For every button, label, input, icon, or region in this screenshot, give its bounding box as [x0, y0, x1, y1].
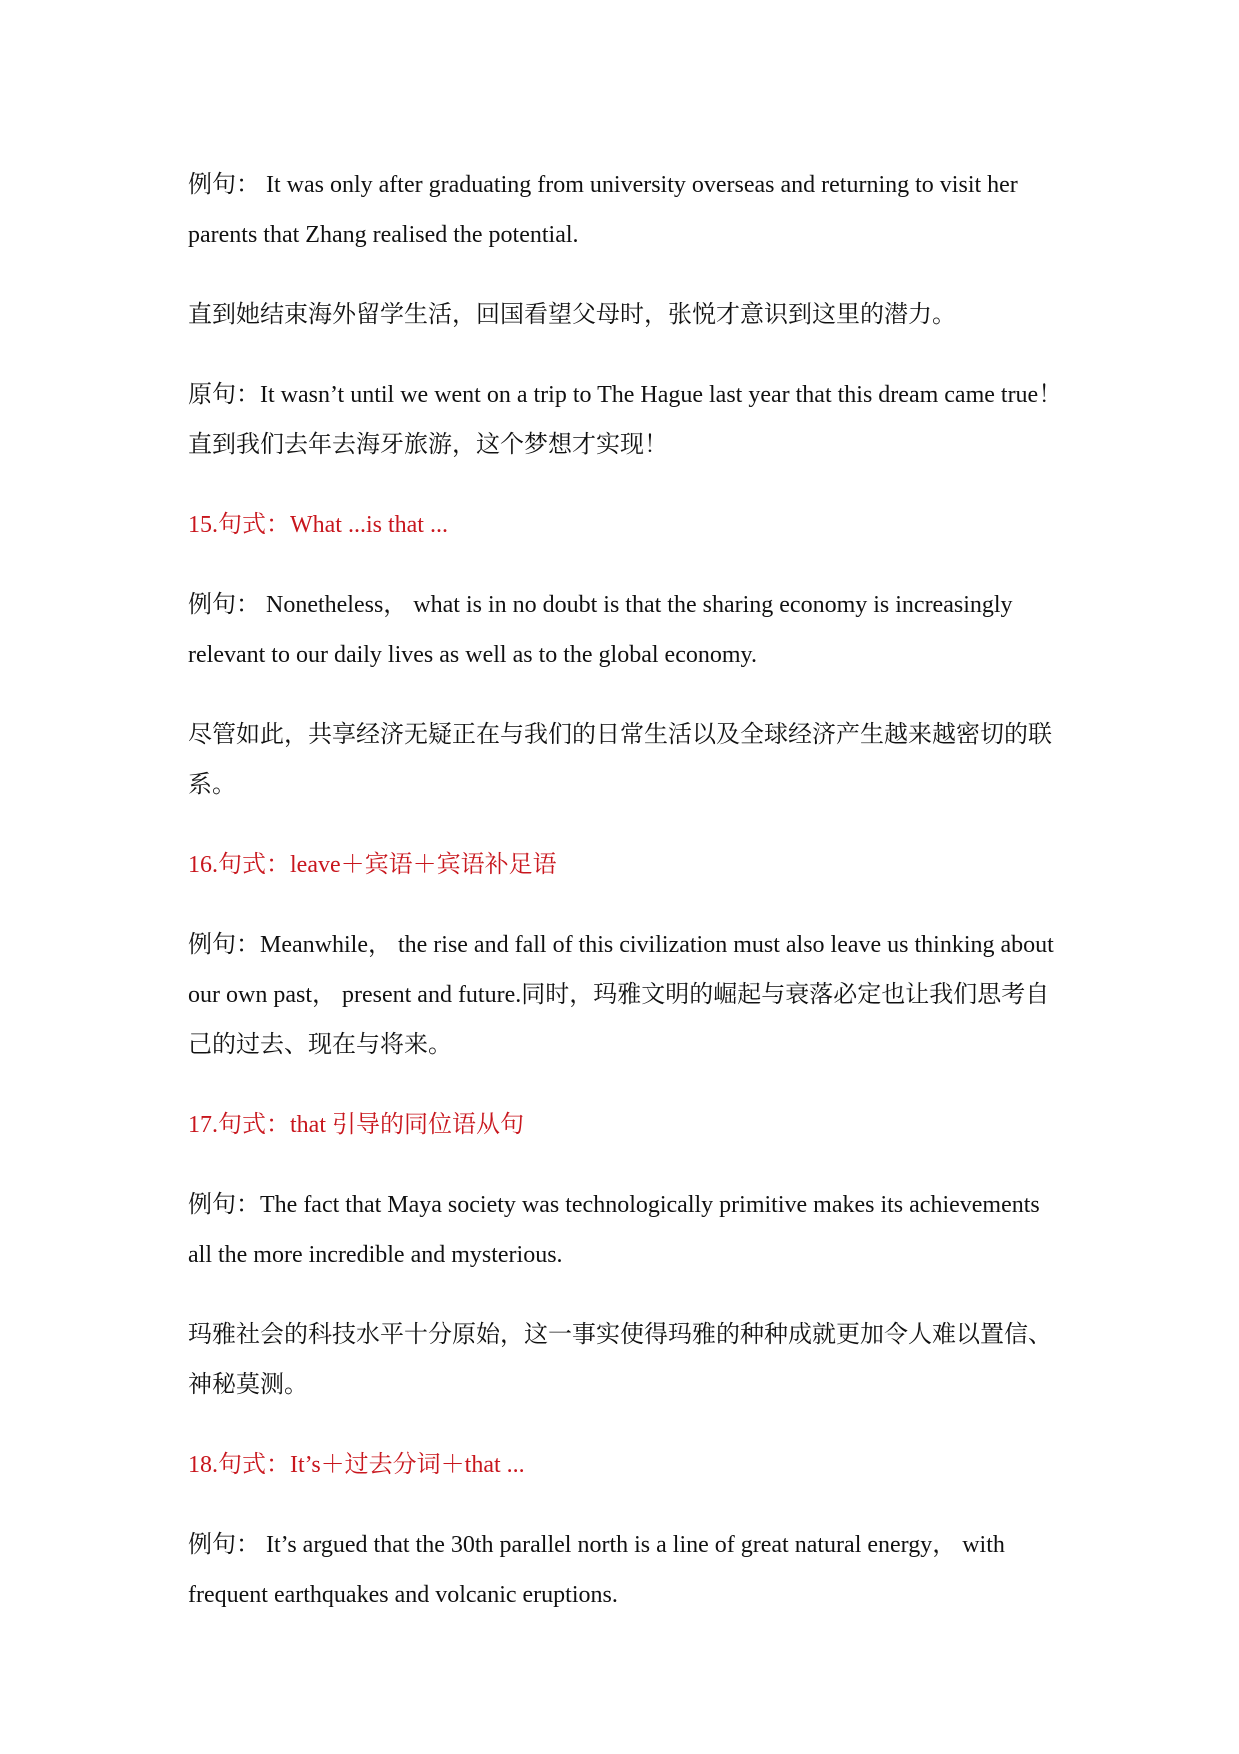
example-label: 例句：	[188, 1192, 260, 1218]
example-sentence-17: 例句：The fact that Maya society was technologically primitive makes its achievements all the more incredible and mysterious.	[188, 1192, 1040, 1268]
example-sentence-16: 例句：Meanwhile， the rise and fall of this civilization must also leave us thinking about our own past， present and future.同时，玛雅文明的崛起与衰落必定也让我们思考自己的过去、现在与将来。	[188, 932, 1054, 1058]
pattern-heading-16: 16.句式：leave＋宾语＋宾语补足语	[188, 852, 557, 878]
document-page	[188, 160, 1068, 1650]
example-label: 例句：	[188, 1532, 260, 1558]
example-label: 例句：	[188, 172, 260, 198]
example-sentence-14: 例句： It was only after graduating from university overseas and returning to visit her parents that Zhang realised the potential.	[188, 172, 1018, 248]
translation-15: 尽管如此，共享经济无疑正在与我们的日常生活以及全球经济产生越来越密切的联系。	[188, 722, 1052, 798]
example-sentence-15: 例句： Nonetheless， what is in no doubt is that the sharing economy is increasingly relevant to our daily lives as well as to the global economy.	[188, 592, 1013, 668]
pattern-heading-17: 17.句式：that 引导的同位语从句	[188, 1112, 524, 1138]
translation-14: 直到她结束海外留学生活，回国看望父母时，张悦才意识到这里的潜力。	[188, 302, 956, 328]
translation-17: 玛雅社会的科技水平十分原始，这一事实使得玛雅的种种成就更加令人难以置信、神秘莫测。	[188, 1322, 1052, 1398]
example-sentence-18: 例句： It’s argued that the 30th parallel north is a line of great natural energy， with frequent earthquakes and volcanic eruptions.	[188, 1532, 1005, 1608]
original-sentence-14: 原句：It wasn’t until we went on a trip to The Hague last year that this dream came true！直到我们去年去海牙旅游，这个梦想才实现！	[188, 382, 1063, 458]
pattern-heading-15: 15.句式：What ...is that ...	[188, 512, 448, 538]
pattern-heading-18: 18.句式：It’s＋过去分词＋that ...	[188, 1452, 525, 1478]
original-label: 原句：	[188, 382, 260, 408]
example-label: 例句：	[188, 932, 260, 958]
example-label: 例句：	[188, 592, 260, 618]
